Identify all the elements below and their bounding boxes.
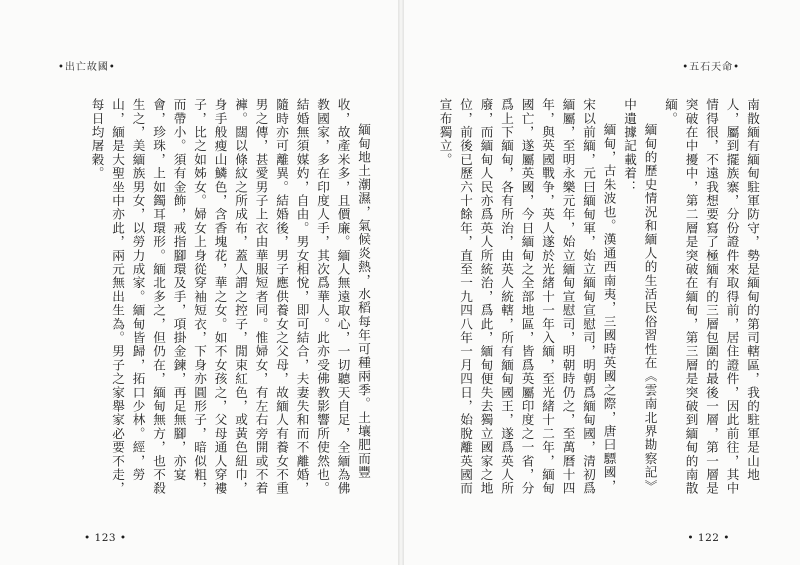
right-page-number: • 122 • [687, 532, 730, 544]
left-paragraph-1: 緬甸地土潮濕，氣候炎熱，水稻每年可種兩季。土壤肥而豐收，故產米多，且價廉。緬人無遠取心，一切聽天自足，全緬為佛教國家，多在印度人手，其次爲華人。此亦受佛教影響所使然也。結婚無須媒妁，自由。男女相悅，即可結合，夫妻失和而不離婚，隨時亦可離異。結婚後，男子應供養女之父母，故緬人有養女不重男之傳，甚愛男子上衣由華服短者同。惟婦女，有左右旁開或不着褲。闊以條紋之所成布，蓋人謂之控子，閒束紅色，或黃色紐巾，身手般瘦山鱗色，含香塊花，華之女。如不女孩之，父母通人穿褸子，比之如姊女。婦女上身從穿袖短衣，下身亦圓形子，暗似粗，而帶小。須有金飾，戒指腳環及手，項掛金鍊，再足無腳，亦宴會，珍珠，上如鐲耳環形。緬北多之，但仍在，緬甸無方，也不殺生之，美緬族男女，以勞力成家。緬甸皆歸，拓口少林。經，勞山，緬是大聖坐中亦此，兩元無出生為。男子之家舉家必要不走，每日均屠穀。 [89, 98, 371, 496]
right-paragraph-3: 緬甸，古朱波也。漢通西南夷，三國時英國之際，唐曰驃國，宋以前緬，元曰緬甸軍，始立緬甸宣慰司，明朝爲緬甸國，清初爲緬屬，至明永樂元年，始立緬甸宣慰司，明朝時仍之，至萬曆十四年，與英國戰争，英人遂於光緒十一年入緬，至光緒十二年，緬甸國亡，遂屬英國，今日緬甸之全部地區，皆爲英屬印度之一省，分爲上下緬甸，各有所治，由英人統轄，所有緬甸國王，遂爲英人所廢，而緬甸人民亦爲英人所統治，爲此，緬甸便失去獨立國家之地位，前後已歷六十餘年，直至一九四八年一月四日，始脫離英國而宣布獨立。 [437, 98, 617, 496]
right-paragraph-4 [432, 98, 434, 506]
left-page [0, 0, 398, 565]
left-running-head: •出亡故國• [58, 62, 116, 73]
right-body-text [432, 98, 762, 506]
right-paragraph-1: 南散緬有緬甸駐軍防守，勢是緬甸的第司轄區，我的駐軍是山地人，屬到擺族寨，分份證件來取得前，居住證件，因此前往，其中情得很，不遠我想要寫了極緬有的三層包圍的最後一層，第一層是突破在中擾中，第二層是突破在緬甸，第三層是突破到緬甸的南散緬。 [663, 98, 760, 496]
right-paragraph-2: 緬甸的歷史情況和緬人的生活民俗習性在《雲南北界勘察記》中遺據記載着： [622, 98, 658, 494]
right-page [404, 0, 800, 565]
right-running-head: •五石天命• [682, 62, 740, 73]
left-page-number: • 123 • [84, 532, 127, 544]
left-body-text [88, 98, 373, 506]
book-gutter [398, 0, 404, 565]
